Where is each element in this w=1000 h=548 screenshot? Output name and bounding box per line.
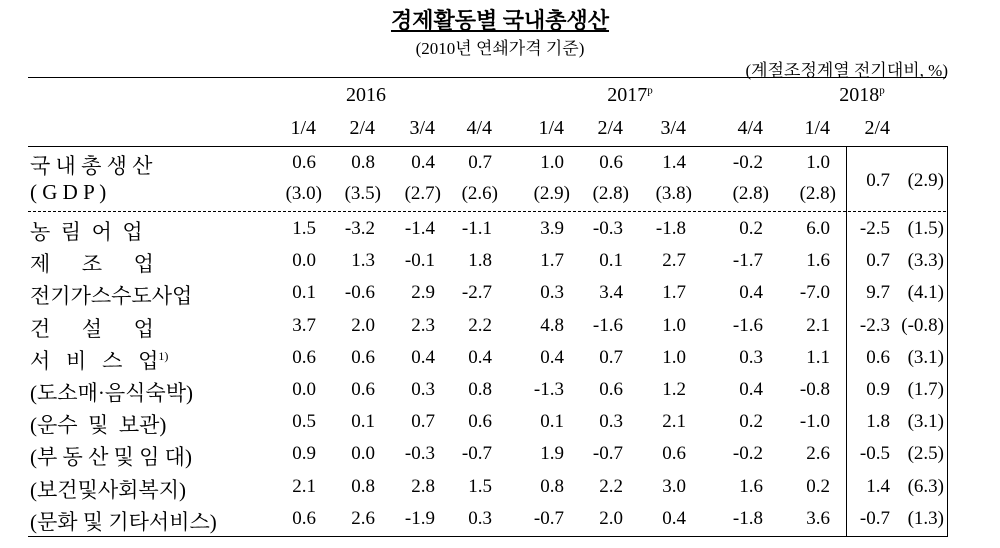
table-cell: 9.7	[866, 282, 890, 304]
table-cell-yoy: (1.5)	[907, 218, 944, 239]
table-cell: 2.2	[468, 314, 492, 336]
table-cell: 2.0	[351, 314, 375, 336]
table-cell: 1.1	[806, 346, 830, 368]
table-cell: 0.1	[292, 282, 316, 304]
quarter-header: 1/4	[538, 117, 564, 139]
quarter-header: 2/4	[597, 117, 623, 139]
table-cell: 3.9	[540, 218, 564, 239]
table-cell: -1.6	[592, 314, 623, 336]
table-cell: 0.6	[351, 346, 375, 368]
row-label: (보건및사회복지)	[30, 477, 186, 502]
table-cell-yoy: (1.7)	[907, 379, 944, 400]
quarter-header: 2/4	[864, 117, 890, 139]
table-cell: 0.6	[662, 443, 686, 465]
table-cell: 0.8	[540, 475, 564, 497]
table-cell: 0.0	[351, 443, 375, 465]
table-cell: 1.9	[540, 443, 564, 465]
table-cell-yoy: (4.1)	[907, 282, 944, 304]
row-label: 서 비 스 업$^{1)}$	[30, 348, 169, 373]
table-cell: -1.6	[732, 314, 763, 336]
table-cell-yoy: (3.1)	[907, 411, 944, 433]
table-cell: -1.8	[655, 218, 686, 239]
table-cell-yoy: (3.5)	[344, 183, 381, 204]
table-cell: 0.2	[806, 475, 830, 497]
table-cell-yoy: (2.8)	[732, 183, 769, 204]
table-cell: 1.0	[540, 152, 564, 173]
year-header: 2017$^p$	[607, 84, 653, 106]
table-cell: 0.4	[739, 282, 763, 304]
row-label: 국 내 총 생 산	[30, 154, 153, 178]
table-cell: 0.8	[351, 475, 375, 497]
table-cell-yoy: (2.5)	[907, 443, 944, 465]
table-cell: 2.6	[806, 443, 830, 465]
top-rule	[28, 77, 946, 78]
table-cell: 1.8	[866, 411, 890, 433]
table-cell: 0.0	[292, 250, 316, 272]
table-cell: 0.6	[468, 411, 492, 433]
table-cell: -0.7	[533, 507, 564, 529]
table-cell-yoy: (2.9)	[533, 183, 570, 204]
table-cell: 2.3	[411, 314, 435, 336]
row-label: 농 림 어 업	[30, 220, 143, 244]
table-cell: 1.5	[292, 218, 316, 239]
table-cell: -1.1	[461, 218, 492, 239]
row-label: (부 동 산 및 임 대)	[30, 445, 192, 470]
quarter-header: 2/4	[349, 117, 375, 139]
table-cell-yoy: (2.7)	[404, 183, 441, 204]
table-cell-yoy: (6.3)	[907, 475, 944, 497]
table-cell: -1.4	[404, 218, 435, 239]
table-cell: 0.3	[540, 282, 564, 304]
table-cell: 0.1	[351, 411, 375, 433]
bottom-rule	[28, 536, 946, 537]
table-cell: 2.8	[411, 475, 435, 497]
table-cell: 0.3	[468, 507, 492, 529]
row-label: 제 조 업	[30, 252, 154, 277]
table-cell: -0.1	[404, 250, 435, 272]
row-label: (문화 및 기타서비스)	[30, 509, 217, 534]
table-cell: -0.3	[592, 218, 623, 239]
table-cell: -0.6	[344, 282, 375, 304]
row-label: (운수 및 보관)	[30, 413, 167, 438]
table-cell: -7.0	[799, 282, 830, 304]
quarter-header: 3/4	[660, 117, 686, 139]
table-cell: 2.9	[411, 282, 435, 304]
table-cell: 6.0	[806, 218, 830, 239]
year-header: 2016	[346, 84, 386, 106]
table-cell: 0.6	[599, 379, 623, 400]
table-cell: 0.3	[739, 346, 763, 368]
table-cell: 0.8	[468, 379, 492, 400]
quarter-header: 1/4	[804, 117, 830, 139]
table-cell: 0.6	[351, 379, 375, 400]
table-title: 경제활동별 국내총생산	[390, 8, 610, 33]
table-cell: 0.1	[540, 411, 564, 433]
table-subtitle: (2010년 연쇄가격 기준)	[415, 39, 585, 58]
table-cell-yoy: (-0.8)	[901, 314, 944, 336]
table-cell: 0.4	[468, 346, 492, 368]
table-cell: -1.3	[533, 379, 564, 400]
table-cell-yoy: (3.8)	[655, 183, 692, 204]
gdp-separator	[28, 211, 946, 212]
table-cell: -0.7	[592, 443, 623, 465]
table-cell: 2.1	[806, 314, 830, 336]
table-cell: 0.4	[540, 346, 564, 368]
table-cell: 0.7	[866, 250, 890, 272]
table-cell: 1.5	[468, 475, 492, 497]
table-cell: 0.6	[292, 152, 316, 173]
table-cell: 2.0	[599, 507, 623, 529]
table-cell: 1.8	[468, 250, 492, 272]
table-cell-yoy: (2.9)	[907, 170, 944, 191]
table-cell: 0.9	[292, 443, 316, 465]
table-cell: 0.9	[866, 379, 890, 400]
row-label: ( G D P )	[30, 180, 107, 204]
table-cell: 0.2	[739, 411, 763, 433]
table-cell: -0.2	[732, 152, 763, 173]
table-cell-yoy: (2.8)	[592, 183, 629, 204]
table-cell: 0.0	[292, 379, 316, 400]
table-cell: 0.5	[292, 411, 316, 433]
table-cell: 0.2	[739, 218, 763, 239]
table-cell: 0.7	[866, 170, 890, 191]
table-cell: 1.2	[662, 379, 686, 400]
table-cell: 0.4	[411, 346, 435, 368]
table-cell: 0.1	[599, 250, 623, 272]
table-cell: -1.0	[799, 411, 830, 433]
table-cell: 2.1	[662, 411, 686, 433]
row-label: (도소매·음식숙박)	[30, 381, 193, 405]
table-cell: 0.6	[866, 346, 890, 368]
table-cell: 1.6	[739, 475, 763, 497]
table-cell: 3.6	[806, 507, 830, 529]
table-cell: -1.8	[732, 507, 763, 529]
table-cell-yoy: (2.6)	[461, 183, 498, 204]
quarter-header: 1/4	[290, 117, 316, 139]
table-cell: 1.7	[540, 250, 564, 272]
table-cell: 2.7	[662, 250, 686, 272]
table-cell: 0.7	[411, 411, 435, 433]
table-cell: 0.7	[599, 346, 623, 368]
table-cell: 1.0	[662, 346, 686, 368]
table-cell-yoy: (3.3)	[907, 250, 944, 272]
table-cell: 1.0	[806, 152, 830, 173]
table-cell: 0.3	[411, 379, 435, 400]
table-cell: 1.6	[806, 250, 830, 272]
table-cell: 3.4	[599, 282, 623, 304]
quarter-header: 3/4	[409, 117, 435, 139]
table-cell: 0.6	[599, 152, 623, 173]
table-cell: 0.6	[292, 346, 316, 368]
table-cell: 1.3	[351, 250, 375, 272]
table-cell: -2.7	[461, 282, 492, 304]
table-cell: 0.4	[662, 507, 686, 529]
table-cell: -0.5	[859, 443, 890, 465]
table-cell: -0.3	[404, 443, 435, 465]
table-cell: 2.6	[351, 507, 375, 529]
table-cell-yoy: (1.3)	[907, 507, 944, 529]
table-cell: 1.4	[866, 475, 890, 497]
table-cell-yoy: (2.8)	[799, 183, 836, 204]
quarter-header: 4/4	[466, 117, 492, 139]
table-cell: 1.0	[662, 314, 686, 336]
table-cell: 0.7	[468, 152, 492, 173]
table-cell: -1.9	[404, 507, 435, 529]
table-cell: 0.6	[292, 507, 316, 529]
table-cell: 0.4	[411, 152, 435, 173]
table-cell: 1.7	[662, 282, 686, 304]
table-cell: 2.2	[599, 475, 623, 497]
table-cell: 1.4	[662, 152, 686, 173]
table-cell: 3.7	[292, 314, 316, 336]
table-cell: -0.8	[799, 379, 830, 400]
row-label: 건 설 업	[30, 316, 154, 341]
table-cell: -0.2	[732, 443, 763, 465]
table-cell: 4.8	[540, 314, 564, 336]
table-cell: -1.7	[732, 250, 763, 272]
table-cell: -0.7	[859, 507, 890, 529]
table-cell: 0.3	[599, 411, 623, 433]
table-cell-yoy: (3.0)	[285, 183, 322, 204]
unit-note: (계절조정계열 전기대비, %)	[745, 61, 948, 80]
table-cell: 0.4	[739, 379, 763, 400]
table-cell: 3.0	[662, 475, 686, 497]
table-cell: 2.1	[292, 475, 316, 497]
table-cell: -0.7	[461, 443, 492, 465]
table-cell: -3.2	[344, 218, 375, 239]
table-cell: -2.5	[859, 218, 890, 239]
table-cell-yoy: (3.1)	[907, 346, 944, 368]
row-label: 전기가스수도사업	[30, 284, 193, 309]
year-header: 2018$^p$	[839, 84, 885, 106]
table-cell: -2.3	[859, 314, 890, 336]
quarter-header: 4/4	[737, 117, 763, 139]
table-cell: 0.8	[351, 152, 375, 173]
header-rule	[28, 146, 946, 147]
